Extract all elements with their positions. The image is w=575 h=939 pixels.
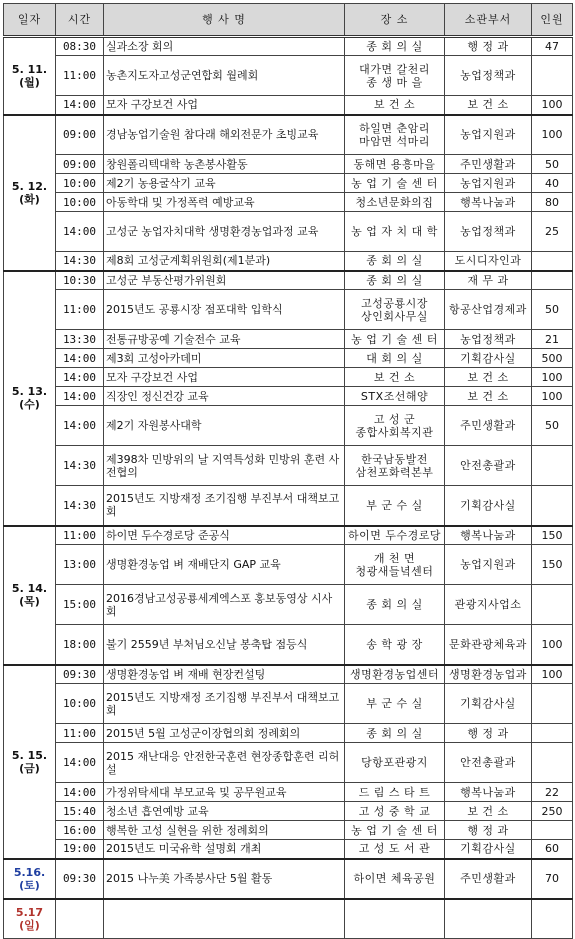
table-row (4, 155, 573, 174)
time-cell (56, 899, 104, 939)
time-cell: 14:30 (56, 446, 104, 486)
place-cell: 농 업 기 술 센 터 (345, 330, 445, 349)
dept-cell: 행복나눔과 (445, 193, 532, 212)
count-cell: 47 (532, 37, 573, 56)
place-cell: 종 회 의 실 (345, 252, 445, 271)
count-cell: 100 (532, 115, 573, 155)
dept-cell: 농업정책과 (445, 56, 532, 96)
time-cell: 16:00 (56, 821, 104, 840)
table-row (4, 387, 573, 406)
event-cell: 직장인 정신건강 교육 (104, 387, 345, 406)
place-cell: 부 군 수 실 (345, 486, 445, 526)
dept-cell: 보 건 소 (445, 387, 532, 406)
dept-cell: 안전총괄과 (445, 743, 532, 783)
table-row (4, 783, 573, 802)
dept-cell: 주민생활과 (445, 859, 532, 899)
table-row (4, 486, 573, 526)
table-row (4, 665, 573, 684)
dept-cell: 기획감사실 (445, 840, 532, 859)
event-cell: 2015년도 미국유학 설명회 개최 (104, 840, 345, 859)
place-cell: 한국남동발전 삼천포화력본부 (345, 446, 445, 486)
table-row (4, 859, 573, 899)
place-cell: 고성공룡시장 상인회사무실 (345, 290, 445, 330)
dept-cell: 보 건 소 (445, 802, 532, 821)
place-cell: 하일면 춘암리 마암면 석마리 (345, 115, 445, 155)
time-cell: 10:00 (56, 684, 104, 724)
count-cell (532, 486, 573, 526)
time-cell: 14:00 (56, 349, 104, 368)
event-cell: 아동학대 및 가정폭력 예방교육 (104, 193, 345, 212)
count-cell: 40 (532, 174, 573, 193)
header-event: 행 사 명 (104, 4, 345, 37)
date-label: 5. 14. (11, 582, 48, 595)
count-cell: 100 (532, 368, 573, 387)
place-cell: 종 회 의 실 (345, 37, 445, 56)
time-cell: 10:00 (56, 193, 104, 212)
count-cell: 25 (532, 212, 573, 252)
place-cell: 하이면 두수경로당 (345, 526, 445, 545)
event-cell: 제3회 고성아카데미 (104, 349, 345, 368)
time-cell: 09:30 (56, 665, 104, 684)
place-cell: 종 회 의 실 (345, 585, 445, 625)
time-cell: 14:00 (56, 368, 104, 387)
dept-cell: 주민생활과 (445, 155, 532, 174)
header-row (4, 4, 573, 37)
count-cell: 150 (532, 545, 573, 585)
date-label: 5.17 (15, 905, 44, 919)
place-cell: STX조선해양 (345, 387, 445, 406)
dept-cell: 항공산업경제과 (445, 290, 532, 330)
table-row (4, 193, 573, 212)
place-cell: 대가면 갈천리 종 생 마 을 (345, 56, 445, 96)
table-row (4, 406, 573, 446)
date-label: 5. 13. (11, 385, 48, 398)
count-cell (532, 899, 573, 939)
count-cell: 50 (532, 155, 573, 174)
count-cell: 100 (532, 625, 573, 665)
table-row (4, 174, 573, 193)
time-cell: 10:00 (56, 174, 104, 193)
place-cell: 농 업 기 술 센 터 (345, 821, 445, 840)
header-count: 인원 (532, 4, 573, 37)
date-cell (4, 37, 56, 115)
time-cell: 14:00 (56, 783, 104, 802)
table-row (4, 899, 573, 939)
dept-cell: 농업지원과 (445, 174, 532, 193)
table-row (4, 585, 573, 625)
event-cell: 2015 재난대응 안전한국훈련 현장종합훈련 리허설 (104, 743, 345, 783)
date-label: 5. 15. (11, 748, 48, 762)
place-cell: 보 건 소 (345, 96, 445, 115)
dept-cell: 행 정 과 (445, 37, 532, 56)
date-cell (4, 859, 56, 899)
event-cell (104, 899, 345, 939)
date-label: 5. 11. (11, 62, 48, 76)
table-row (4, 840, 573, 859)
table-row (4, 212, 573, 252)
place-cell: 종 회 의 실 (345, 724, 445, 743)
count-cell (532, 585, 573, 625)
time-cell: 15:00 (56, 585, 104, 625)
table-row (4, 802, 573, 821)
date-cell (4, 271, 56, 526)
event-cell: 실과소장 회의 (104, 37, 345, 56)
count-cell: 500 (532, 349, 573, 368)
time-cell: 14:00 (56, 387, 104, 406)
event-cell: 고성군 부동산평가위원회 (104, 271, 345, 290)
event-cell: 청소년 흡연예방 교육 (104, 802, 345, 821)
count-cell (532, 724, 573, 743)
time-cell: 14:00 (56, 96, 104, 115)
count-cell: 60 (532, 840, 573, 859)
time-cell: 14:00 (56, 212, 104, 252)
dept-cell: 기획감사실 (445, 684, 532, 724)
event-cell: 전통규방공예 기술전수 교육 (104, 330, 345, 349)
place-cell: 고 성 중 학 교 (345, 802, 445, 821)
count-cell: 100 (532, 665, 573, 684)
date-cell (4, 665, 56, 859)
time-cell: 08:30 (56, 37, 104, 56)
weekday-label: (일) (19, 918, 40, 932)
place-cell: 농 업 자 치 대 학 (345, 212, 445, 252)
event-cell: 생명환경농업 벼 재배 현장컨설팅 (104, 665, 345, 684)
event-cell: 농촌지도자고성군연합회 월례회 (104, 56, 345, 96)
event-cell: 제2기 농용굴삭기 교육 (104, 174, 345, 193)
table-row (4, 684, 573, 724)
place-cell: 송 학 광 장 (345, 625, 445, 665)
table-row (4, 821, 573, 840)
time-cell: 18:00 (56, 625, 104, 665)
count-cell: 22 (532, 783, 573, 802)
time-cell: 11:00 (56, 724, 104, 743)
header-place: 장 소 (345, 4, 445, 37)
place-cell: 고 성 군 종합사회복지관 (345, 406, 445, 446)
header-dept: 소관부서 (445, 4, 532, 37)
time-cell: 19:00 (56, 840, 104, 859)
date-cell (4, 526, 56, 665)
time-cell: 14:30 (56, 486, 104, 526)
table-row (4, 743, 573, 783)
table-row (4, 271, 573, 290)
dept-cell: 기획감사실 (445, 349, 532, 368)
dept-cell: 기획감사실 (445, 486, 532, 526)
schedule-body (4, 37, 573, 939)
count-cell: 70 (532, 859, 573, 899)
event-cell: 2015 나누美 가족봉사단 5월 활동 (104, 859, 345, 899)
event-cell: 창원폴리텍대학 농촌봉사활동 (104, 155, 345, 174)
event-cell: 2015년도 공룡시장 점포대학 입학식 (104, 290, 345, 330)
dept-cell: 보 건 소 (445, 96, 532, 115)
dept-cell: 농업지원과 (445, 115, 532, 155)
place-cell: 드 림 스 타 트 (345, 783, 445, 802)
place-cell: 농 업 기 술 센 터 (345, 174, 445, 193)
place-cell: 생명환경농업센터 (345, 665, 445, 684)
header-time: 시간 (56, 4, 104, 37)
table-row (4, 625, 573, 665)
place-cell: 종 회 의 실 (345, 271, 445, 290)
place-cell: 당항포관광지 (345, 743, 445, 783)
time-cell: 09:30 (56, 859, 104, 899)
count-cell (532, 446, 573, 486)
count-cell: 50 (532, 290, 573, 330)
time-cell: 10:30 (56, 271, 104, 290)
dept-cell: 도시디자인과 (445, 252, 532, 271)
dept-cell: 주민생활과 (445, 406, 532, 446)
dept-cell: 행복나눔과 (445, 526, 532, 545)
time-cell: 11:00 (56, 56, 104, 96)
event-cell: 하이면 두수경로당 준공식 (104, 526, 345, 545)
dept-cell: 안전총괄과 (445, 446, 532, 486)
event-cell: 고성군 농업자치대학 생명환경농업과정 교육 (104, 212, 345, 252)
time-cell: 11:00 (56, 526, 104, 545)
event-cell: 모자 구강보건 사업 (104, 96, 345, 115)
date-label: 5. 12. (11, 179, 48, 193)
time-cell: 09:00 (56, 115, 104, 155)
place-cell: 고 성 도 서 관 (345, 840, 445, 859)
dept-cell: 농업정책과 (445, 330, 532, 349)
table-row (4, 290, 573, 330)
table-row (4, 252, 573, 271)
count-cell: 100 (532, 96, 573, 115)
table-row (4, 330, 573, 349)
table-row (4, 37, 573, 56)
time-cell: 13:00 (56, 545, 104, 585)
weekday-label: (토) (19, 878, 40, 892)
event-cell: 행복한 고성 실현을 위한 정례회의 (104, 821, 345, 840)
count-cell (532, 271, 573, 290)
place-cell: 보 건 소 (345, 368, 445, 387)
event-cell: 경남농업기술원 참다래 해외전문가 초빙교육 (104, 115, 345, 155)
count-cell (532, 684, 573, 724)
count-cell: 100 (532, 387, 573, 406)
dept-cell: 생명환경농업과 (445, 665, 532, 684)
place-cell: 청소년문화의집 (345, 193, 445, 212)
time-cell: 14:30 (56, 252, 104, 271)
table-row (4, 526, 573, 545)
count-cell: 250 (532, 802, 573, 821)
count-cell (532, 743, 573, 783)
count-cell: 50 (532, 406, 573, 446)
date-cell (4, 115, 56, 271)
dept-cell: 농업정책과 (445, 212, 532, 252)
time-cell: 14:00 (56, 743, 104, 783)
place-cell: 부 군 수 실 (345, 684, 445, 724)
dept-cell: 행복나눔과 (445, 783, 532, 802)
dept-cell (445, 899, 532, 939)
count-cell (532, 56, 573, 96)
table-row (4, 56, 573, 96)
event-cell: 가정위탁세대 부모교육 및 공무원교육 (104, 783, 345, 802)
dept-cell: 행 정 과 (445, 724, 532, 743)
place-cell: 하이면 체육공원 (345, 859, 445, 899)
dept-cell: 농업지원과 (445, 545, 532, 585)
event-cell: 제2기 자원봉사대학 (104, 406, 345, 446)
place-cell: 대 회 의 실 (345, 349, 445, 368)
weekday-label: (화) (19, 192, 40, 206)
header-date: 일자 (4, 4, 56, 37)
dept-cell: 관광지사업소 (445, 585, 532, 625)
dept-cell: 재 무 과 (445, 271, 532, 290)
table-row (4, 96, 573, 115)
event-cell: 모자 구강보건 사업 (104, 368, 345, 387)
weekday-label: (수) (19, 398, 40, 411)
time-cell: 09:00 (56, 155, 104, 174)
count-cell (532, 821, 573, 840)
weekday-label: (금) (19, 761, 40, 775)
date-cell (4, 899, 56, 939)
event-cell: 2016경남고성공룡세계엑스포 홍보동영상 시사회 (104, 585, 345, 625)
place-cell (345, 899, 445, 939)
table-row (4, 724, 573, 743)
time-cell: 14:00 (56, 406, 104, 446)
table-row (4, 446, 573, 486)
event-cell: 제398차 민방위의 날 지역특성화 민방위 훈련 사전협의 (104, 446, 345, 486)
event-cell: 2015년 5월 고성군이장협의회 정례회의 (104, 724, 345, 743)
place-cell: 동해면 용흥마을 (345, 155, 445, 174)
date-label: 5.16. (13, 865, 46, 879)
event-cell: 제8회 고성군계획위원회(제1분과) (104, 252, 345, 271)
time-cell: 15:40 (56, 802, 104, 821)
event-cell: 생명환경농업 벼 재배단지 GAP 교육 (104, 545, 345, 585)
count-cell: 150 (532, 526, 573, 545)
place-cell: 개 천 면 청광새들녘센터 (345, 545, 445, 585)
schedule-table (3, 3, 573, 939)
weekday-label: (월) (19, 75, 40, 89)
event-cell: 불기 2559년 부처님오신날 봉축탑 점등식 (104, 625, 345, 665)
weekday-label: (목) (19, 595, 40, 608)
count-cell (532, 252, 573, 271)
time-cell: 13:30 (56, 330, 104, 349)
count-cell: 80 (532, 193, 573, 212)
event-cell: 2015년도 지방재정 조기집행 부진부서 대책보고회 (104, 684, 345, 724)
dept-cell: 문화관광체육과 (445, 625, 532, 665)
table-row (4, 545, 573, 585)
dept-cell: 행 정 과 (445, 821, 532, 840)
table-row (4, 368, 573, 387)
table-row (4, 349, 573, 368)
count-cell: 21 (532, 330, 573, 349)
event-cell: 2015년도 지방재정 조기집행 부진부서 대책보고회 (104, 486, 345, 526)
table-row (4, 115, 573, 155)
dept-cell: 보 건 소 (445, 368, 532, 387)
time-cell: 11:00 (56, 290, 104, 330)
